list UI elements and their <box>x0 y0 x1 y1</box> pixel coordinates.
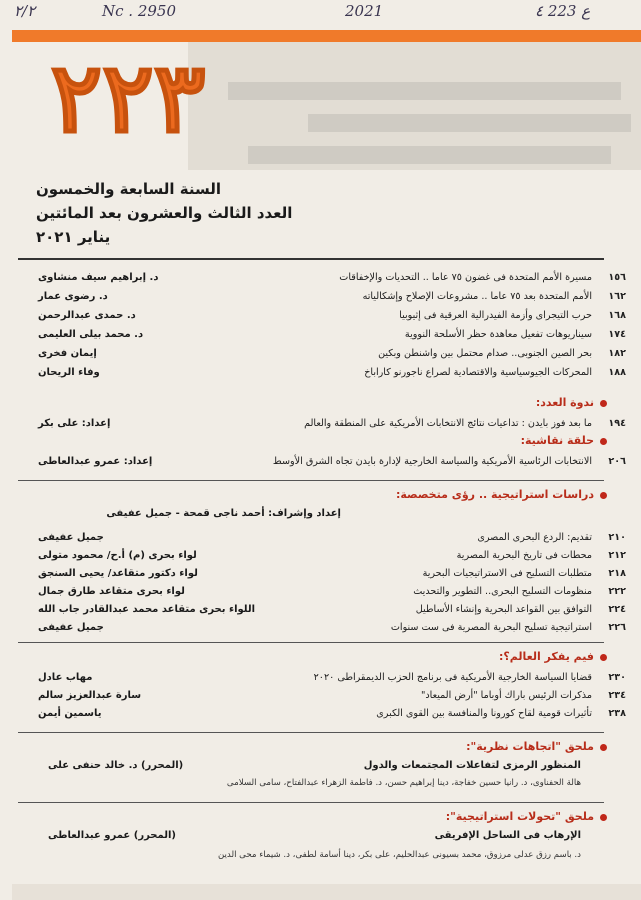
article-title: محطات فى تاريخ البحرية المصرية <box>456 550 592 561</box>
bullet-icon <box>600 492 607 499</box>
bullet-icon <box>600 744 607 751</box>
bullet-icon <box>600 654 607 661</box>
page-number: ٢٣٠ <box>608 672 626 683</box>
article-author: د. رضوى عمار <box>38 291 108 302</box>
article-author: جميل عفيفى <box>38 622 104 633</box>
page-number: ١٥٦ <box>608 272 626 283</box>
supplement-theory-title[interactable]: المنظور الرمزى لتفاعلات المجتمعات والدول <box>363 760 581 771</box>
article-author: د. إبراهيم سيف منشاوى <box>38 272 159 283</box>
article-title: المحركات الجيوسياسية والاقتصادية لصراع ناجورنو كاراباخ <box>364 367 592 378</box>
page-number: ٢١٨ <box>608 568 626 579</box>
article-author: مهاب عادل <box>38 672 93 683</box>
page-number: ٢١٠ <box>608 532 626 543</box>
toc-row[interactable] <box>30 706 626 722</box>
section-heading-strategic-studies: دراسات استراتيجية .. رؤى متخصصة: <box>396 488 607 501</box>
article-title: ما بعد فوز بايدن : تداعيات نتائج الانتخابات الأمريكية على المنطقة والعالم <box>304 418 592 429</box>
bullet-icon <box>600 438 607 445</box>
issue-number: ٢٢٣ <box>50 41 206 154</box>
toc-row[interactable] <box>30 670 626 686</box>
toc-row[interactable] <box>30 530 626 546</box>
page-number: ١٨٢ <box>608 348 626 359</box>
page-number: ٢٣٨ <box>608 708 626 719</box>
page-number: ٢٢٢ <box>608 586 626 597</box>
toc-row[interactable] <box>30 584 626 600</box>
article-title: الانتخابات الرئاسية الأمريكية والسياسة الخارجية لإدارة بايدن تجاه الشرق الأوسط <box>272 456 592 467</box>
article-title: التوافق بين القواعد البحرية وإنشاء الأساطيل <box>415 604 592 615</box>
article-author: سارة عبدالعزيز سالم <box>38 690 142 701</box>
article-title: الأمم المتحدة بعد ٧٥ عاما .. مشروعات الإصلاح وإشكالياته <box>362 291 592 302</box>
toc-row[interactable] <box>30 327 626 343</box>
toc-row[interactable] <box>30 308 626 324</box>
article-author: د. حمدى عبدالرحمن <box>38 310 136 321</box>
page-number: ١٨٨ <box>608 367 626 378</box>
toc-row[interactable] <box>30 602 626 618</box>
masthead-date-line: يناير ٢٠٢١ <box>36 228 111 246</box>
article-author: إعداد: عمرو عبدالعاطى <box>38 456 153 467</box>
supplement-strategy-contributors: د. باسم رزق عدلى مرزوق، محمد بسيونى عبدالحليم، على بكر، دينا أسامة لطفى، د. شيماء محى الدين <box>218 850 581 860</box>
toc-row[interactable] <box>30 365 626 381</box>
article-author: لواء بحرى متقاعد طارق جمال <box>38 586 185 597</box>
handwritten-page-ref: ٢/٢ <box>14 2 36 20</box>
article-author: لواء بحرى (م) أ.ح/ محمود متولى <box>38 550 197 561</box>
toc-row[interactable] <box>30 346 626 362</box>
article-author: اللواء بحرى متقاعد محمد عبدالقادر جاب الله <box>38 604 256 615</box>
article-author: ياسمين أيمن <box>38 708 102 719</box>
page-number: ٢٣٤ <box>608 690 626 701</box>
article-title: مسيرة الأمم المتحدة فى غضون ٧٥ عاما .. التحديات والإخفاقات <box>339 272 592 283</box>
article-author: وفاء الريحان <box>38 367 100 378</box>
article-title: بحر الصين الجنوبى.. صدام محتمل بين واشنطن وبكين <box>378 348 592 359</box>
article-author: إعداد: على بكر <box>38 418 111 429</box>
toc-row[interactable] <box>30 688 626 704</box>
section-heading-supplement-theory: ملحق "اتجاهات نظرية": <box>466 740 607 753</box>
section-heading-supplement-strategy: ملحق "تحولات استراتيجية": <box>446 810 607 823</box>
article-title: سيناريوهات تفعيل معاهدة حظر الأسلحة النووية <box>404 329 592 340</box>
toc-row[interactable] <box>30 620 626 636</box>
page-number: ١٦٢ <box>608 291 626 302</box>
supplement-theory-contributors: هالة الحفناوى، د. رانيا حسين خفاجة، دينا إبراهيم حسن، د. فاطمة الزهراء عبدالفتاح، سامى السلامى <box>226 778 581 788</box>
masthead-year-line: السنة السابعة والخمسون <box>36 180 222 198</box>
article-title: استراتيجية تسليح البحرية المصرية فى ست سنوات <box>390 622 592 633</box>
handwritten-issue: ٤ 223 ع <box>535 2 591 20</box>
article-title: حرب التيجراى وأزمة الفيدرالية العرقية فى إثيوبيا <box>399 310 592 321</box>
bullet-icon <box>600 400 607 407</box>
article-title: تأثيرات قومية لقاح كورونا والمنافسة بين القوى الكبرى <box>376 708 592 719</box>
section-heading-world-thinking: فيم يفكر العالم؟: <box>499 650 607 663</box>
handwritten-year: 2021 <box>345 2 384 20</box>
page-number: ١٦٨ <box>608 310 626 321</box>
page-number: ٢٠٦ <box>608 456 626 467</box>
strategic-studies-editors: إعداد وإشراف: أحمد ناجى قمحة - جميل عفيفى <box>106 508 341 519</box>
divider <box>18 642 604 643</box>
section-heading-symposium: ندوة العدد: <box>536 396 607 409</box>
page-number: ٢٢٤ <box>608 604 626 615</box>
page-number: ٢١٢ <box>608 550 626 561</box>
toc-row[interactable] <box>30 548 626 564</box>
article-author: جميل عفيفى <box>38 532 104 543</box>
supplement-strategy-title[interactable]: الإرهاب فى الساحل الإفريقى <box>434 830 581 841</box>
divider <box>18 802 604 803</box>
article-title: تقديم: الردع البحرى المصرى <box>477 532 592 543</box>
bullet-icon <box>600 814 607 821</box>
toc-row[interactable] <box>30 289 626 305</box>
handwritten-code: Nc . 2950 <box>102 2 177 20</box>
bottom-edge <box>12 884 641 900</box>
supplement-strategy-editor: (المحرر) عمرو عبدالعاطى <box>48 830 176 841</box>
toc-row[interactable] <box>30 416 626 432</box>
article-author: د. محمد بيلى العليمى <box>38 329 144 340</box>
supplement-theory-editor: (المحرر) د. خالد حنفى على <box>48 760 184 771</box>
article-title: مذكرات الرئيس باراك أوباما "أرض الميعاد" <box>421 690 592 701</box>
article-title: منظومات التسليح البحرى.. التطوير والتحديث <box>413 586 592 597</box>
article-author: لواء دكتور متقاعد/ يحيى السنجق <box>38 568 198 579</box>
faded-background-band <box>188 42 641 170</box>
page-number: ١٧٤ <box>608 329 626 340</box>
masthead-issue-line: العدد الثالث والعشرون بعد المائتين <box>36 204 293 222</box>
divider <box>18 258 604 260</box>
toc-row[interactable] <box>30 566 626 582</box>
article-title: قضايا السياسة الخارجية الأمريكية فى برنامج الحزب الديمقراطى ٢٠٢٠ <box>313 672 592 683</box>
toc-row[interactable] <box>30 454 626 470</box>
section-heading-discussion: حلقة نقاشية: <box>521 434 607 447</box>
article-title: متطلبات التسليح فى الاستراتيجيات البحرية <box>422 568 592 579</box>
divider <box>18 480 604 481</box>
article-author: إيمان فخرى <box>38 348 97 359</box>
page-number: ٢٢٦ <box>608 622 626 633</box>
page-number: ١٩٤ <box>608 418 626 429</box>
toc-row[interactable] <box>30 270 626 286</box>
divider <box>18 732 604 733</box>
